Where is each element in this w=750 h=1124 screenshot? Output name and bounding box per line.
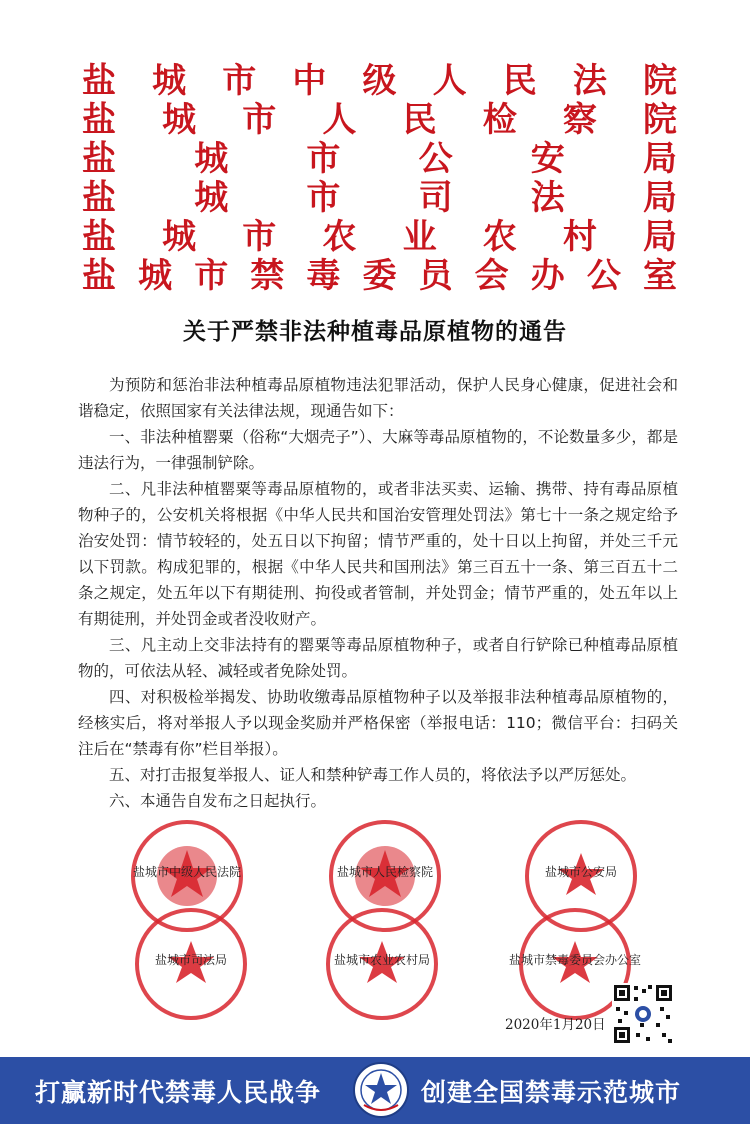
agency-row: [82, 62, 677, 101]
agency-char: 委: [362, 256, 397, 296]
agency-char: 盐: [82, 100, 116, 140]
agriculture-seal: [323, 905, 441, 1023]
seal-label: 盐城市人民检察院: [336, 865, 434, 879]
agency-char: 盐: [82, 139, 116, 179]
paragraph-intro: 为预防和惩治非法种植毒品原植物违法犯罪活动，保护人民身心健康，促进社会和谐稳定，依照国家有关法律法规，现通告如下：: [78, 376, 678, 420]
paragraph-item-6: 六、本通告自发布之日起执行。: [109, 792, 327, 810]
agency-char: 法: [530, 178, 565, 218]
paragraph-item-4: 四、对积极检举揭发、协助收缴毒品原植物种子以及举报非法种植毒品原植物的，经核实后，将对举报人予以现金奖励并严格保密（举报电话：110；微信平台：扫码关注后在“禁毒有你”栏目举报）。: [78, 688, 678, 758]
agency-char: 司: [418, 178, 453, 218]
agency-char: 安: [530, 139, 565, 179]
agency-char: 城: [194, 139, 229, 179]
agency-char: 盐: [82, 217, 116, 257]
agency-char: 市: [194, 256, 229, 296]
agency-row: [82, 257, 677, 296]
slogan-right: 创建全国禁毒示范城市: [421, 1078, 682, 1107]
agency-char: 城: [152, 61, 187, 101]
agency-char: 业: [402, 217, 437, 257]
agency-char: 察: [562, 100, 597, 140]
agency-char: 级: [362, 61, 397, 101]
agency-char: 农: [482, 217, 517, 257]
agency-char: 民: [502, 61, 537, 101]
agency-char: 局: [642, 139, 677, 179]
agency-char: 农: [322, 217, 357, 257]
official-seals: [0, 815, 750, 1005]
agency-char: 市: [306, 139, 341, 179]
agency-char: 村: [562, 217, 597, 257]
agency-char: 法: [572, 61, 607, 101]
agency-char: 人: [322, 100, 357, 140]
seal-label: 盐城市公安局: [544, 865, 618, 879]
agency-char: 盐: [82, 256, 116, 296]
qr-code-icon[interactable]: [612, 983, 674, 1045]
paragraph-item-2: 二、凡非法种植罂粟等毒品原植物的，或者非法买卖、运输、携带、持有毒品原植物种子的，公安机关将根据《中华人民共和国治安管理处罚法》第七十一条之规定给予治安处罚：情节较轻的，处五日以下拘留；情节严重的，处十日以上拘留，并处三千元以下罚款。构成犯罪的，根据《中华人民共和国刑法》第三百五十一条、第三百五十二条之规定，处五年以下有期徒刑、拘役或者管制，并处罚金；情节严重的，处五年以上有期徒刑，并处罚金或者没收财产。: [78, 480, 678, 628]
paragraph-item-5: 五、对打击报复举报人、证人和禁种铲毒工作人员的，将依法予以严厉惩处。: [109, 766, 637, 784]
agency-char: 公: [418, 139, 453, 179]
agency-row: [82, 140, 677, 179]
agency-char: 民: [402, 100, 437, 140]
agency-row: [82, 101, 677, 140]
issue-date: 2020年1月20日: [505, 1017, 606, 1033]
agency-row: [82, 179, 677, 218]
seal-label: 盐城市司法局: [154, 953, 228, 967]
agency-char: 办: [530, 256, 565, 296]
justice-seal: [132, 905, 250, 1023]
agency-char: 人: [432, 61, 467, 101]
agency-char: 室: [642, 256, 677, 296]
agency-char: 市: [306, 178, 341, 218]
agency-char: 公: [586, 256, 621, 296]
agency-char: 市: [242, 100, 277, 140]
narcotics-control-emblem-icon: [352, 1061, 410, 1119]
paragraph-item-1: 一、非法种植罂粟（俗称“大烟壳子”）、大麻等毒品原植物的，不论数量多少，都是违法行为，一律强制铲除。: [78, 428, 678, 472]
agency-char: 局: [642, 178, 677, 218]
agency-char: 院: [642, 100, 677, 140]
notice-body: [78, 372, 678, 814]
agency-char: 局: [642, 217, 677, 257]
seal-label: 盐城市禁毒委员会办公室: [508, 953, 642, 967]
issuing-agencies-header: [82, 62, 677, 296]
agency-char: 员: [418, 256, 453, 296]
agency-char: 院: [643, 61, 677, 101]
notice-title: 关于严禁非法种植毒品原植物的通告: [183, 318, 567, 345]
agency-char: 检: [482, 100, 517, 140]
agency-char: 城: [138, 256, 173, 296]
paragraph-item-3: 三、凡主动上交非法持有的罂粟等毒品原植物种子，或者自行铲除已种植毒品原植物的，可依法从轻、减轻或者免除处罚。: [78, 636, 678, 680]
slogan-left: 打赢新时代禁毒人民战争: [35, 1078, 322, 1107]
agency-char: 市: [222, 61, 257, 101]
agency-char: 盐: [82, 61, 116, 101]
agency-char: 城: [194, 178, 229, 218]
agency-char: 城: [162, 100, 197, 140]
agency-char: 盐: [82, 178, 116, 218]
agency-char: 毒: [306, 256, 341, 296]
seal-label: 盐城市中级人民法院: [132, 865, 242, 879]
agency-char: 会: [474, 256, 509, 296]
agency-char: 市: [242, 217, 277, 257]
agency-row: [82, 218, 677, 257]
agency-char: 中: [292, 61, 327, 101]
seal-label: 盐城市农业农村局: [333, 953, 431, 967]
agency-char: 城: [162, 217, 197, 257]
agency-char: 禁: [250, 256, 285, 296]
